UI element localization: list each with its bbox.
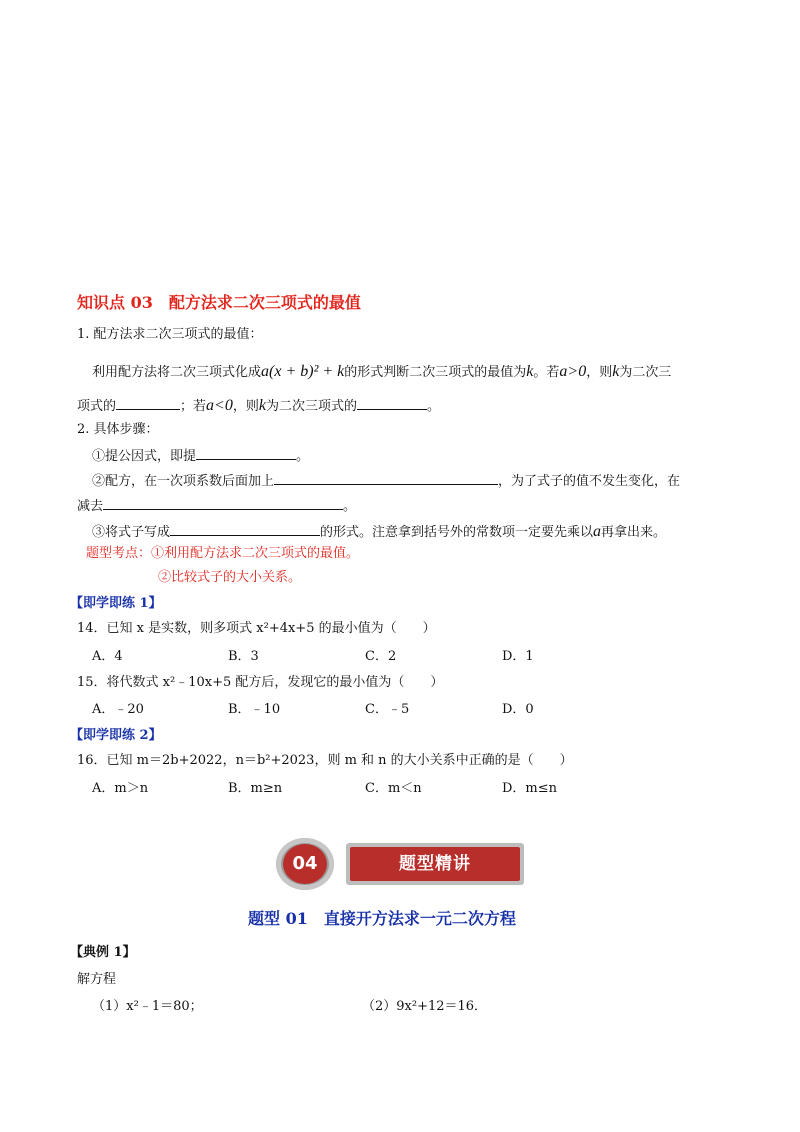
kaodian-1: 题型考点：①利用配方法求二次三项式的最值。 [86, 546, 360, 561]
q16-option-d[interactable]: D．m≤n [502, 781, 558, 796]
kaodian-2: ②比较式子的大小关系。 [158, 570, 302, 585]
method-text-d: ，则 [586, 365, 613, 380]
q15-option-d[interactable]: D．0 [502, 702, 534, 717]
answer-blank-step1[interactable] [196, 447, 296, 460]
method2-text-a: 项式的 [77, 399, 117, 414]
k-symbol-2: k [612, 363, 620, 380]
example-task: 解方程 [77, 972, 117, 987]
item-1-title: 1. 配方法求二次三项式的最值： [77, 327, 263, 342]
equation-2: （2）9x²+12＝16． [362, 999, 488, 1014]
method-text-a: 利用配方法将二次三项式化成 [92, 365, 262, 380]
step2-text-a: ②配方，在一次项系数后面加上 [92, 474, 275, 489]
q14-option-a[interactable]: A．4 [92, 649, 123, 664]
question-14: 14．已知 x 是实数，则多项式 x²+4x+5 的最小值为（ ） [77, 621, 436, 636]
question-16: 16．已知 m＝2b+2022，n＝b²+2023，则 m 和 n 的大小关系中正确的是（ ） [77, 753, 573, 768]
practice-2-title: 【即学即练 2】 [70, 728, 162, 743]
answer-blank-max-min-2[interactable] [357, 397, 427, 410]
q14-option-c[interactable]: C．2 [365, 649, 397, 664]
q15-option-a[interactable]: A．﹣20 [92, 702, 144, 717]
method-line-2 [77, 394, 440, 419]
topic-heading: 题型 01 直接开方法求一元二次方程 [248, 909, 516, 928]
q14-option-d[interactable]: D．1 [502, 649, 534, 664]
a-positive-condition: a>0 [559, 363, 587, 380]
method-line-1 [92, 360, 671, 385]
q15-option-c[interactable]: C．﹣5 [365, 702, 410, 717]
answer-blank-step3[interactable] [170, 523, 320, 536]
question-15: 15．将代数式 x²﹣10x+5 配方后，发现它的最小值为（ ） [77, 675, 444, 690]
vertex-form-formula: a(x + b)² + k [261, 363, 345, 380]
example-1-title: 【典例 1】 [70, 945, 136, 960]
q16-option-c[interactable]: C．m＜n [365, 781, 422, 796]
q14-option-b[interactable]: B．3 [228, 649, 259, 664]
step3-text-c: 再拿出来。 [601, 525, 667, 540]
banner-number: 04 [283, 844, 327, 884]
k-symbol-3: k [258, 397, 266, 414]
step2-text-d: 。 [343, 499, 357, 514]
method2-text-b: ；若 [180, 399, 207, 414]
k-symbol: k [526, 363, 534, 380]
method-text-c: 。若 [533, 365, 560, 380]
step1-end: 。 [296, 449, 310, 464]
q15-option-b[interactable]: B．﹣10 [228, 702, 281, 717]
step3-text-a: ③将式子写成 [92, 525, 171, 540]
section-heading: 知识点 03 配方法求二次三项式的最值 [77, 293, 361, 312]
item-2-title: 2. 具体步骤： [77, 422, 159, 437]
section-banner [276, 838, 526, 890]
a-negative-condition: a<0 [206, 397, 233, 414]
practice-1-title: 【即学即练 1】 [70, 596, 162, 611]
q16-option-a[interactable]: A．m＞n [92, 781, 149, 796]
method2-text-e: 。 [426, 399, 440, 414]
answer-blank-step2-subtract[interactable] [103, 497, 343, 510]
step-2 [92, 472, 680, 491]
method-text-b: 的形式判断二次三项式的最值为 [344, 365, 527, 380]
step2-text-c: 减去 [77, 499, 104, 514]
banner-number-badge [276, 838, 334, 890]
step-1 [92, 447, 309, 466]
answer-blank-step2-add[interactable] [274, 472, 498, 485]
a-symbol: a [593, 523, 602, 540]
step-2-cont [77, 497, 356, 516]
step1-text: ①提公因式，即提 [92, 449, 197, 464]
method-text-e: 为二次三 [619, 365, 672, 380]
equation-1: （1）x²﹣1＝80； [92, 999, 203, 1014]
banner-ribbon [346, 843, 524, 885]
method2-text-d: 为二次三项式的 [265, 399, 357, 414]
step-3 [92, 520, 666, 545]
banner-label: 题型精讲 [350, 847, 520, 881]
answer-blank-max-min-1[interactable] [116, 397, 180, 410]
q16-option-b[interactable]: B．m≥n [228, 781, 283, 796]
method2-text-c: ，则 [232, 399, 259, 414]
step3-text-b: 的形式。注意拿到括号外的常数项一定要先乘以 [320, 525, 594, 540]
step2-text-b: ，为了式子的值不发生变化，在 [498, 474, 681, 489]
